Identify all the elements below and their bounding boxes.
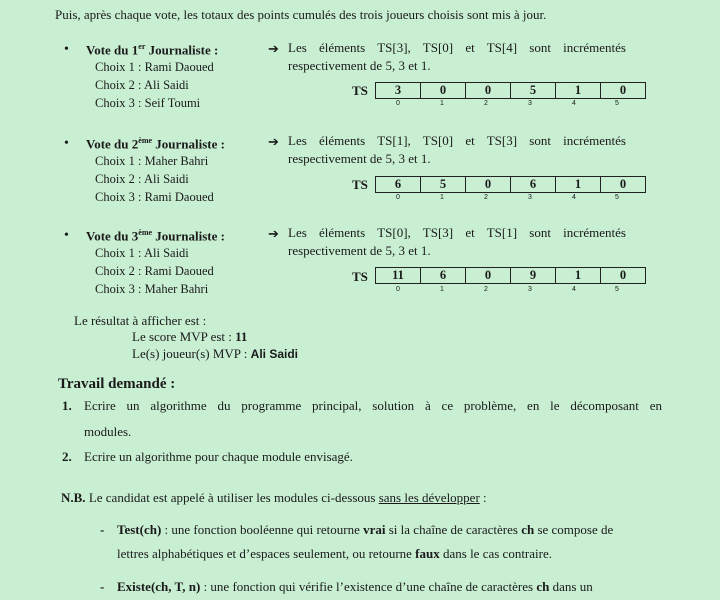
vote-description-2: respectivement de 5, 3 et 1. — [288, 243, 431, 258]
ts-index: 2 — [484, 286, 488, 293]
ts-index: 4 — [572, 194, 576, 201]
ts-array — [375, 176, 646, 193]
ts-cell: 3 — [376, 83, 421, 99]
ts-array — [375, 267, 646, 284]
ts-cell: 9 — [511, 268, 556, 284]
existe-description: Existe(ch, T, n) : une fonction qui vérifie l’existence d’une chaîne de caractères ch dans un — [117, 579, 593, 594]
ts-cell: 5 — [511, 83, 556, 99]
ts-cell: 0 — [466, 83, 511, 99]
test-description: Test(ch) : une fonction booléenne qui retourne vrai si la chaîne de caractères ch se compose de — [117, 522, 614, 537]
choice-3: Choix 3 : Maher Bahri — [95, 282, 209, 296]
ts-index: 1 — [440, 194, 444, 201]
vote-description: Les éléments TS[0], TS[3] et TS[1] sont incrémentés — [288, 225, 626, 240]
ts-index: 1 — [440, 100, 444, 107]
result-score: Le score MVP est : 11 — [132, 329, 248, 344]
ts-index: 0 — [396, 286, 400, 293]
ts-index: 5 — [615, 194, 619, 201]
ts-cell: 1 — [556, 83, 601, 99]
ts-cell: 1 — [556, 268, 601, 284]
ts-cell: 0 — [421, 83, 466, 99]
ts-index: 3 — [528, 100, 532, 107]
item-number: 2. — [62, 449, 72, 464]
choice-1: Choix 1 : Maher Bahri — [95, 154, 209, 168]
ts-cell: 6 — [421, 268, 466, 284]
bullet: • — [64, 228, 69, 243]
bullet: • — [64, 136, 69, 151]
ts-index: 3 — [528, 286, 532, 293]
vote-heading: Vote du 3ème Journaliste : — [86, 228, 225, 244]
ts-index: 5 — [615, 100, 619, 107]
choice-1: Choix 1 : Ali Saidi — [95, 246, 189, 260]
item-number: 1. — [62, 398, 72, 413]
ts-index: 4 — [572, 286, 576, 293]
ts-cell: 0 — [601, 268, 646, 284]
ts-cell: 0 — [601, 177, 646, 193]
choice-1: Choix 1 : Rami Daoued — [95, 60, 214, 74]
choice-2: Choix 2 : Rami Daoued — [95, 264, 214, 278]
ts-index: 4 — [572, 100, 576, 107]
nb-paragraph: N.B. Le candidat est appelé à utiliser les modules ci-dessous sans les développer : — [61, 490, 487, 505]
result-title: Le résultat à afficher est : — [74, 313, 207, 328]
vote-description: Les éléments TS[3], TS[0] et TS[4] sont incrémentés — [288, 40, 626, 55]
vote-heading: Vote du 2ème Journaliste : — [86, 136, 225, 152]
arrow-icon: ➔ — [268, 226, 279, 241]
ts-label: TS — [352, 269, 368, 284]
ts-array — [375, 82, 646, 99]
travail-heading: Travail demandé : — [58, 376, 176, 392]
dash: - — [100, 579, 105, 594]
ts-cell: 6 — [376, 177, 421, 193]
ts-index: 2 — [484, 100, 488, 107]
choice-2: Choix 2 : Ali Saidi — [95, 78, 189, 92]
ts-index: 5 — [615, 286, 619, 293]
ts-cell: 1 — [556, 177, 601, 193]
vote-description-2: respectivement de 5, 3 et 1. — [288, 151, 431, 166]
vote-description-2: respectivement de 5, 3 et 1. — [288, 58, 431, 73]
ts-index: 1 — [440, 286, 444, 293]
bullet: • — [64, 42, 69, 57]
dash: - — [100, 522, 105, 537]
ts-label: TS — [352, 83, 368, 98]
result-player: Le(s) joueur(s) MVP : Ali Saidi — [132, 346, 299, 361]
intro-text: Puis, après chaque vote, les totaux des points cumulés des trois joueurs choisis sont mis à jour. — [55, 7, 547, 22]
test-description-2: lettres alphabétiques et d’espaces seulement, ou retourne faux dans le cas contraire. — [117, 546, 552, 561]
travail-item-2: Ecrire un algorithme pour chaque module envisagé. — [84, 449, 353, 464]
ts-cell: 5 — [421, 177, 466, 193]
travail-item-1-cont: modules. — [84, 424, 132, 439]
ts-cell: 6 — [511, 177, 556, 193]
ts-index: 2 — [484, 194, 488, 201]
choice-2: Choix 2 : Ali Saidi — [95, 172, 189, 186]
vote-description: Les éléments TS[1], TS[0] et TS[3] sont incrémentés — [288, 133, 626, 148]
ts-index: 0 — [396, 194, 400, 201]
choice-3: Choix 3 : Seif Toumi — [95, 96, 201, 110]
travail-item-1: Ecrire un algorithme du programme principal, solution à ce problème, en le décomposant en — [84, 398, 662, 413]
ts-cell: 11 — [376, 268, 421, 284]
vote-heading: Vote du 1er Journaliste : — [86, 42, 219, 58]
arrow-icon: ➔ — [268, 41, 279, 56]
ts-label: TS — [352, 177, 368, 192]
ts-index: 0 — [396, 100, 400, 107]
ts-cell: 0 — [466, 268, 511, 284]
ts-cell: 0 — [601, 83, 646, 99]
choice-3: Choix 3 : Rami Daoued — [95, 190, 214, 204]
ts-index: 3 — [528, 194, 532, 201]
ts-cell: 0 — [466, 177, 511, 193]
arrow-icon: ➔ — [268, 134, 279, 149]
